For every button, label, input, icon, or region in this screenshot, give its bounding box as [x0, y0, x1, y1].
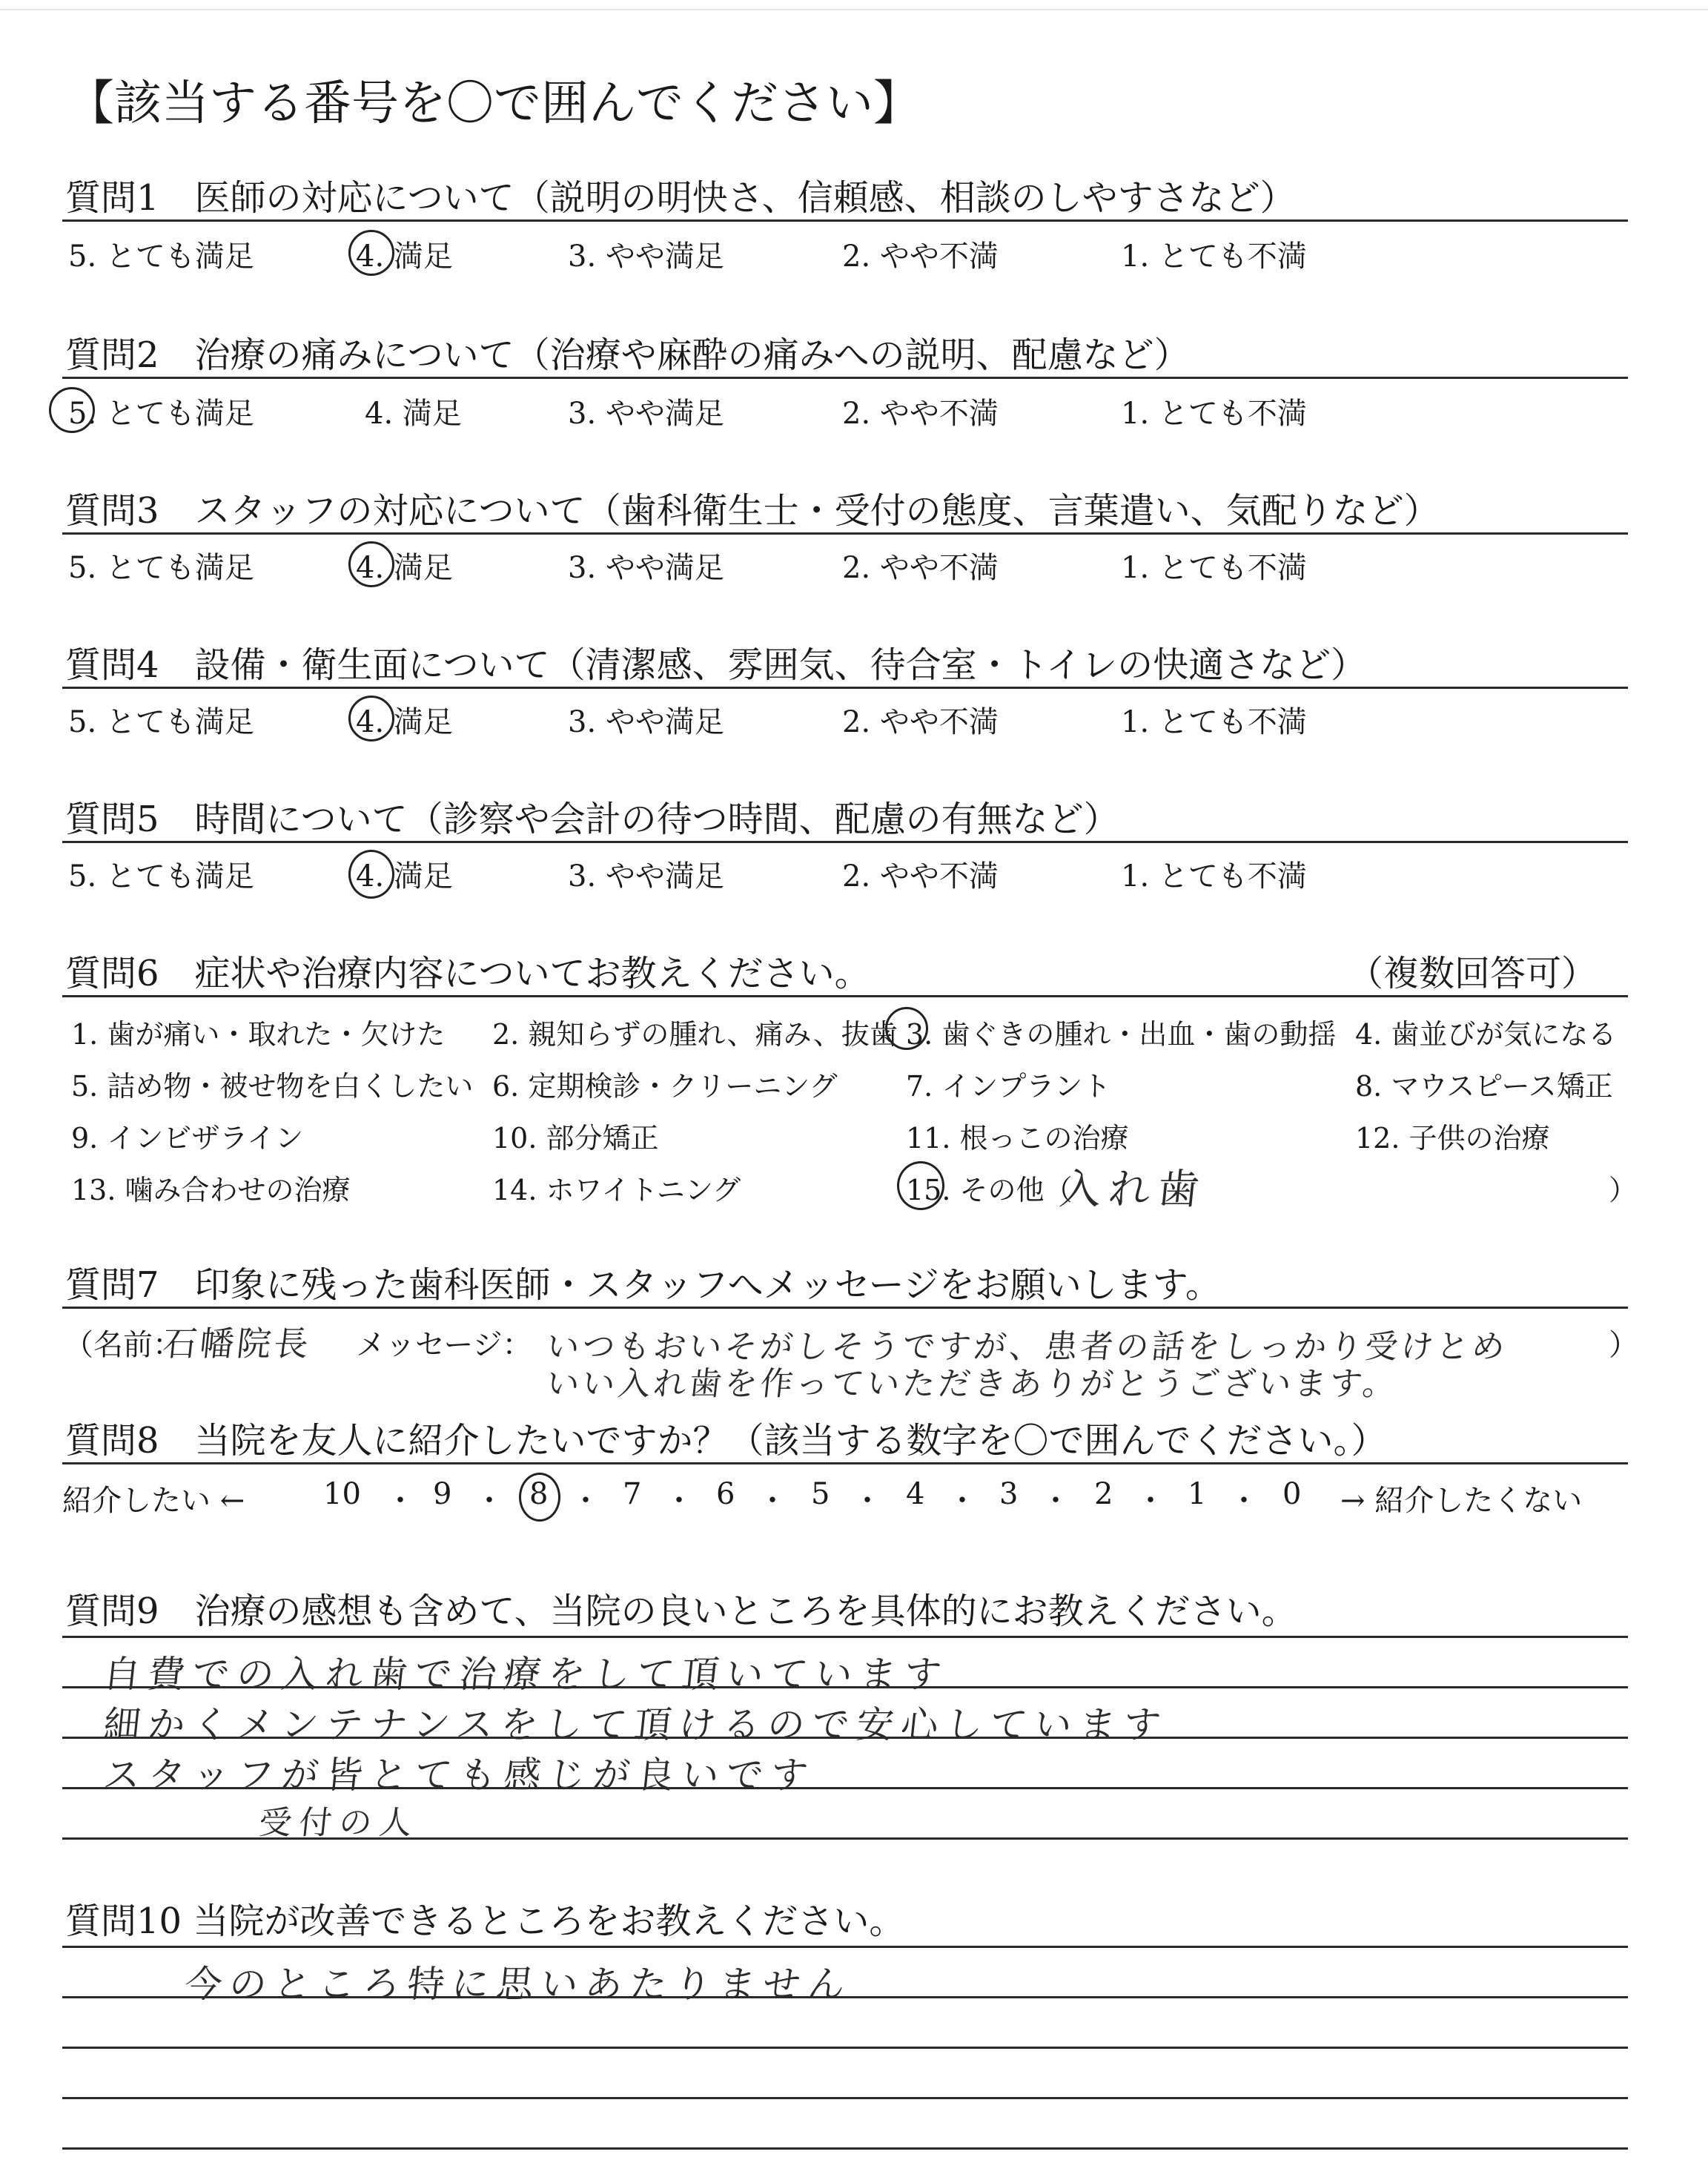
- q9-title: 質問9 治療の感想も含めて、当院の良いところを具体的にお教えください。: [65, 1591, 1297, 1632]
- form-instruction: 【該当する番号を〇で囲んでください】: [67, 76, 921, 131]
- q6-option-8[interactable]: 8. マウスピース矯正: [1355, 1070, 1613, 1103]
- q10-rule-4: [62, 2097, 1628, 2099]
- q9-rule-1: [62, 1636, 1628, 1638]
- q8-dot: ・: [571, 1484, 600, 1518]
- q4-option-2[interactable]: 2. やや不満: [842, 705, 999, 739]
- q8-dot: ・: [1229, 1484, 1259, 1518]
- q2-option-2[interactable]: 2. やや不満: [842, 397, 999, 431]
- q8-dot: ・: [758, 1484, 787, 1518]
- q7-message-close: ）: [1609, 1328, 1638, 1362]
- q4-selected-circle: [348, 696, 394, 742]
- q10-answer-line-1: 今のところ特に思いあたりません: [182, 1963, 855, 2006]
- q7-message-line2: いい入れ歯を作っていただきありがとうございます。: [544, 1365, 1400, 1403]
- q6-option-11[interactable]: 11. 根っこの治療: [906, 1122, 1129, 1155]
- q5-option-3[interactable]: 3. やや満足: [568, 859, 724, 894]
- q6-option-7[interactable]: 7. インプラント: [906, 1070, 1111, 1103]
- q7-message-line1: いつもおいそがしそうですが、患者の話をしっかり受けとめ: [544, 1328, 1510, 1366]
- q8-number-6[interactable]: 6: [716, 1477, 735, 1511]
- q1-rule: [62, 219, 1628, 222]
- q8-number-10[interactable]: 10: [323, 1477, 361, 1511]
- q8-dot: ・: [947, 1484, 977, 1518]
- q8-selected-circle: [519, 1473, 560, 1522]
- q7-name-label: （名前：: [64, 1328, 182, 1362]
- q7-title: 質問7 印象に残った歯科医師・スタッフへメッセージをお願いします。: [65, 1264, 1221, 1306]
- q6-option-3[interactable]: 3. 歯ぐきの腫れ・出血・歯の動揺: [906, 1018, 1337, 1051]
- q3-rule: [62, 532, 1628, 535]
- q7-rule: [62, 1307, 1628, 1309]
- q4-option-5[interactable]: 5. とても満足: [68, 705, 254, 739]
- q5-option-1[interactable]: 1. とても不満: [1121, 859, 1307, 894]
- q9-answer-line-3: スタッフが皆とても感じが良いです: [101, 1754, 818, 1797]
- q6-other-close: ）: [1609, 1174, 1638, 1206]
- q6-option-12[interactable]: 12. 子供の治療: [1355, 1122, 1550, 1155]
- q6-selected-circle-3: [885, 1007, 928, 1050]
- q2-rule: [62, 377, 1628, 379]
- q10-rule-5: [62, 2147, 1628, 2150]
- q2-option-3[interactable]: 3. やや満足: [568, 397, 724, 431]
- q8-dot: ・: [474, 1484, 504, 1518]
- q2-title: 質問2 治療の痛みについて（治療や麻酔の痛みへの説明、配慮など）: [65, 334, 1190, 376]
- q10-title: 質問10 当院が改善できるところをお教えください。: [65, 1900, 905, 1942]
- q8-number-4[interactable]: 4: [906, 1477, 925, 1511]
- q2-option-1[interactable]: 1. とても不満: [1121, 397, 1307, 431]
- q1-option-4[interactable]: 4. 満足: [356, 240, 453, 274]
- q8-number-7[interactable]: 7: [623, 1477, 642, 1511]
- q8-number-0[interactable]: 0: [1282, 1477, 1302, 1511]
- q3-option-1[interactable]: 1. とても不満: [1121, 551, 1307, 585]
- q1-option-2[interactable]: 2. やや不満: [842, 240, 999, 274]
- q9-answer-line-1: 自費での入れ歯で治療をして頂いています: [101, 1653, 951, 1696]
- q4-title: 質問4 設備・衛生面について（清潔感、雰囲気、待合室・トイレの快適さなど）: [65, 644, 1367, 686]
- q6-option-5[interactable]: 5. 詰め物・被せ物を白くしたい: [71, 1070, 474, 1103]
- q8-dot: ・: [664, 1484, 694, 1518]
- q7-name-value: 石幡院長: [160, 1324, 314, 1364]
- q6-multi-note: （複数回答可）: [1348, 953, 1598, 994]
- q2-option-4[interactable]: 4. 満足: [365, 397, 462, 431]
- q3-option-4[interactable]: 4. 満足: [356, 551, 453, 585]
- q8-title: 質問8 当院を友人に紹介したいですか？（該当する数字を〇で囲んでください。）: [65, 1420, 1387, 1462]
- q6-option-14[interactable]: 14. ホワイトニング: [492, 1174, 741, 1206]
- q7-message-label: メッセージ：: [356, 1328, 532, 1362]
- q1-option-1[interactable]: 1. とても不満: [1121, 240, 1307, 274]
- q6-option-9[interactable]: 9. インビザライン: [71, 1122, 304, 1155]
- q2-option-5[interactable]: 5. とても満足: [68, 397, 254, 431]
- q8-number-5[interactable]: 5: [811, 1477, 830, 1511]
- q10-rule-3: [62, 2047, 1628, 2049]
- q10-rule-1: [62, 1946, 1628, 1948]
- q3-option-5[interactable]: 5. とても満足: [68, 551, 254, 585]
- q1-title: 質問1 医師の対応について（説明の明快さ、信頼感、相談のしやすさなど）: [65, 177, 1296, 219]
- q6-other-handwritten: 入れ歯: [1057, 1166, 1209, 1214]
- q8-dot: ・: [1041, 1484, 1070, 1518]
- q3-selected-circle: [348, 541, 394, 587]
- q4-option-1[interactable]: 1. とても不満: [1121, 705, 1307, 739]
- q4-option-3[interactable]: 3. やや満足: [568, 705, 724, 739]
- q8-number-3[interactable]: 3: [999, 1477, 1019, 1511]
- q6-title: 質問6 症状や治療内容についてお教えください。: [65, 953, 870, 994]
- q8-number-8[interactable]: 8: [529, 1477, 549, 1511]
- q5-option-2[interactable]: 2. やや不満: [842, 859, 999, 894]
- q8-number-2[interactable]: 2: [1094, 1477, 1113, 1511]
- q5-option-4[interactable]: 4. 満足: [356, 859, 453, 894]
- q6-option-4[interactable]: 4. 歯並びが気になる: [1355, 1018, 1617, 1051]
- q5-rule: [62, 841, 1628, 843]
- q5-selected-circle: [348, 850, 394, 899]
- q8-rule: [62, 1462, 1628, 1464]
- q3-option-2[interactable]: 2. やや不満: [842, 551, 999, 585]
- q5-option-5[interactable]: 5. とても満足: [68, 859, 254, 894]
- q1-option-5[interactable]: 5. とても満足: [68, 240, 254, 274]
- q8-right-label: → 紹介したくない: [1340, 1484, 1583, 1518]
- q8-dot: ・: [1136, 1484, 1165, 1518]
- q8-dot: ・: [853, 1484, 882, 1518]
- q2-selected-circle: [49, 387, 95, 433]
- q8-left-label: 紹介したい ←: [62, 1484, 245, 1518]
- q6-option-13[interactable]: 13. 噛み合わせの治療: [71, 1174, 351, 1206]
- q6-selected-circle-15: [897, 1161, 944, 1210]
- q3-title: 質問3 スタッフの対応について（歯科衛生士・受付の態度、言葉遣い、気配りなど）: [65, 490, 1440, 532]
- q6-rule: [62, 995, 1628, 997]
- scan-edge-line: [0, 9, 1708, 10]
- q3-option-3[interactable]: 3. やや満足: [568, 551, 724, 585]
- q6-option-2[interactable]: 2. 親知らずの腫れ、痛み、抜歯: [492, 1018, 898, 1051]
- q4-option-4[interactable]: 4. 満足: [356, 705, 453, 739]
- q6-option-1[interactable]: 1. 歯が痛い・取れた・欠けた: [71, 1018, 446, 1051]
- q5-title: 質問5 時間について（診察や会計の待つ時間、配慮の有無など）: [65, 799, 1119, 840]
- q8-dot: ・: [385, 1484, 415, 1518]
- q9-answer-line-2: 細かくメンテナンスをして頂けるので安心しています: [101, 1703, 1171, 1746]
- q1-option-3[interactable]: 3. やや満足: [568, 240, 724, 274]
- q6-option-15[interactable]: 15. その他（: [906, 1174, 1073, 1206]
- q9-answer-line-4: 受付の人: [256, 1804, 422, 1842]
- q6-option-10[interactable]: 10. 部分矯正: [492, 1122, 659, 1155]
- q6-option-6[interactable]: 6. 定期検診・クリーニング: [492, 1070, 838, 1103]
- q4-rule: [62, 687, 1628, 689]
- q8-number-1[interactable]: 1: [1188, 1477, 1207, 1511]
- q8-number-9[interactable]: 9: [433, 1477, 452, 1511]
- q1-selected-circle: [348, 230, 394, 276]
